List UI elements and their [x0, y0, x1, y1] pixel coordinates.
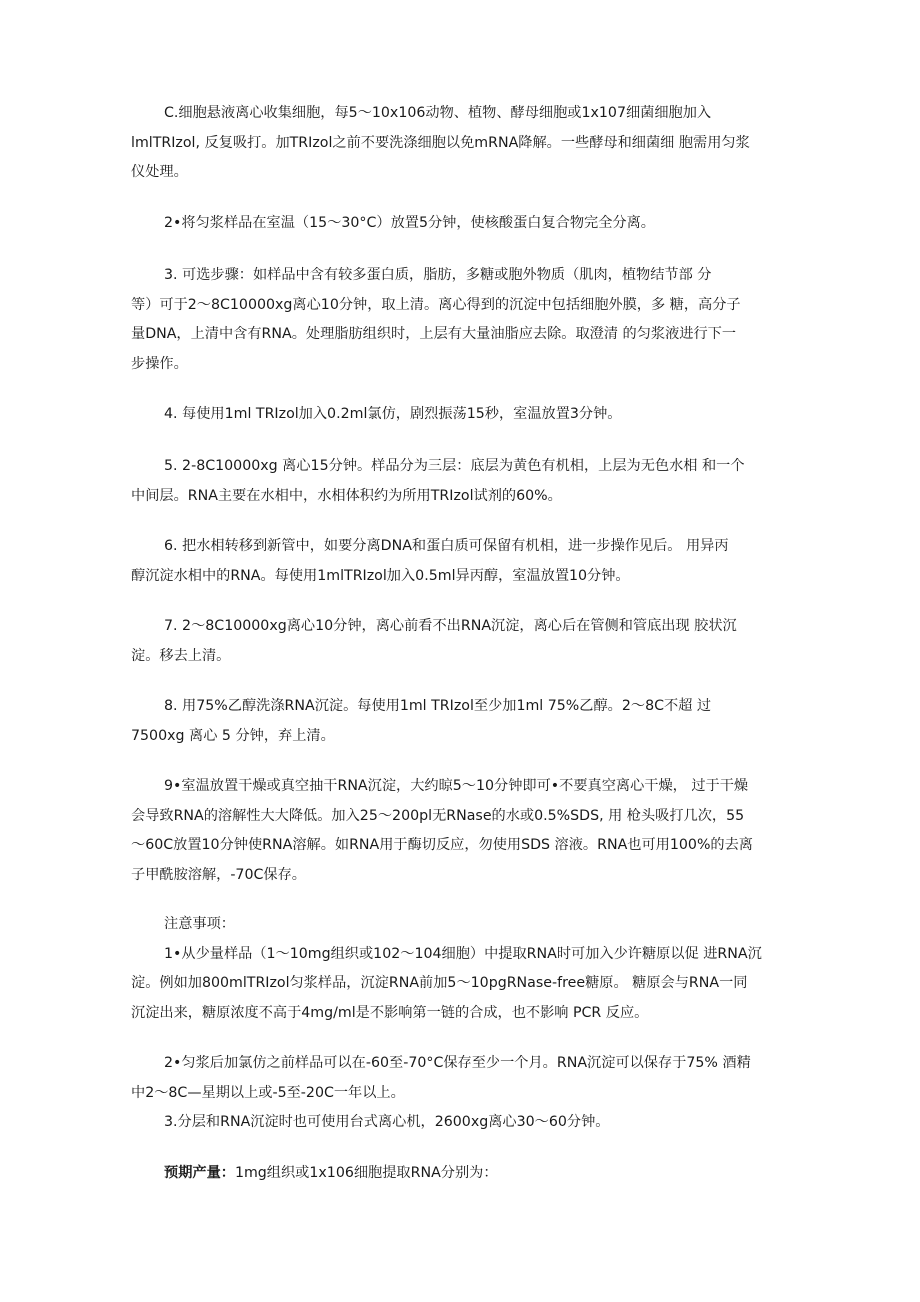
text-line: 中间层。RNA主要在水相中，水相体积约为所用TRIzol试剂的60%。 — [131, 487, 562, 504]
text-line: 等）可于2～8C10000xg离心10分钟，取上清。离心得到的沉淀中包括细胞外膜，多 糖，高分子 — [131, 296, 741, 313]
text-line: 2•将匀浆样品在室温（15～30°C）放置5分钟，使核酸蛋白复合物完全分离。 — [164, 215, 655, 231]
text-line: 6. 把水相转移到新管中，如要分离DNA和蛋白质可保留有机相，进一步操作见后。 用异丙 — [164, 538, 729, 554]
expected-yield-label: 预期产量： — [164, 1165, 235, 1181]
text-line: 会导致RNA的溶解性大大降低。加入25～200pl无RNase的水或0.5%SDS, 用 枪头吸打几次，55 — [131, 807, 745, 824]
text-line: 步操作。 — [131, 355, 188, 372]
text-line: 醇沉淀水相中的RNA。每使用1mlTRIzol加入0.5ml异丙醇，室温放置10分钟。 — [131, 567, 630, 584]
text-line: C.细胞悬液离心收集细胞，每5～10x106动物、植物、酵母细胞或1x107细菌细胞加入 — [164, 105, 712, 121]
text-line: 1•从少量样品（1～10mg组织或102～104细胞）中提取RNA时可加入少许糖原以促 进RNA沉 — [164, 945, 762, 962]
text-line: 子甲酰胺溶解，-70C保存。 — [131, 866, 306, 883]
text-line: 沉淀出来，糖原浓度不高于4mg/ml是不影响第一链的合成，也不影响 PCR 反应。 — [131, 1004, 649, 1021]
paragraph-step-9 — [131, 772, 795, 890]
text-line: 7500xg 离心 5 分钟，弃上清。 — [131, 727, 335, 744]
paragraph-step-6 — [131, 532, 795, 591]
paragraph-step-4 — [131, 400, 795, 430]
expected-yield-line — [131, 1159, 795, 1189]
paragraph-notes — [131, 910, 795, 1028]
paragraph-step-5 — [131, 452, 795, 511]
text-line: 仪处理。 — [131, 164, 188, 180]
paragraph-note-2-3 — [131, 1049, 795, 1138]
text-line: ～60C放置10分钟使RNA溶解。如RNA用于酶切反应，勿使用SDS 溶液。RNA也可用100%的去离 — [131, 837, 753, 853]
paragraph-step-3 — [131, 261, 795, 379]
text-line: 8. 用75%乙醇洗涤RNA沉淀。每使用1ml TRIzol至少加1ml 75%乙醇。2～8C不超 过 — [164, 698, 712, 714]
paragraph-step-8 — [131, 692, 795, 751]
text-line: lmlTRIzol, 反复吸打。加TRIzol之前不要洗涤细胞以免mRNA降解。一些酵母和细菌细 胞需用匀浆 — [131, 134, 750, 151]
notes-heading: 注意事项： — [164, 916, 235, 932]
text-line: 4. 每使用1ml TRIzol加入0.2ml氯仿，剧烈振荡15秒，室温放置3分钟。 — [164, 406, 622, 422]
paragraph-c-cell-suspension — [131, 99, 795, 188]
text-line: 7. 2～8C10000xg离心10分钟，离心前看不出RNA沉淀，离心后在管侧和管底出现 胶状沉 — [164, 618, 737, 634]
text-line: 3. 可选步骤：如样品中含有较多蛋白质，脂肪，多糖或胞外物质（肌肉，植物结节部 分 — [164, 267, 712, 283]
text-line: 中2～8C—星期以上或-5至-20C一年以上。 — [131, 1084, 405, 1101]
paragraph-expected-yield — [131, 1159, 795, 1189]
text-line: 3.分层和RNA沉淀时也可使用台式离心机，2600xg离心30～60分钟。 — [164, 1114, 610, 1130]
paragraph-step-7 — [131, 612, 795, 671]
paragraph-step-2 — [131, 209, 795, 239]
text-line: 2•匀浆后加氯仿之前样品可以在-60至-70°C保存至少一个月。RNA沉淀可以保存于75% 酒精 — [164, 1055, 751, 1071]
text-line: 淀。移去上清。 — [131, 647, 231, 664]
text-line: 量DNA，上清中含有RNA。处理脂肪组织时，上层有大量油脂应去除。取澄清 的匀浆液进行下一 — [131, 326, 737, 342]
expected-yield-text: 1mg组织或1x106细胞提取RNA分别为： — [234, 1165, 498, 1181]
text-line: 5. 2-8C10000xg 离心15分钟。样品分为三层：底层为黄色有机相，上层为无色水相 和一个 — [164, 458, 745, 474]
text-line: 9•室温放置干燥或真空抽干RNA沉淀，大约晾5～10分钟即可•不要真空离心干燥， 过于干燥 — [164, 778, 749, 794]
text-line: 淀。例如加800mlTRIzol匀浆样品，沉淀RNA前加5～10pgRNase-free糖原。 糖原会与RNA一同 — [131, 975, 748, 991]
